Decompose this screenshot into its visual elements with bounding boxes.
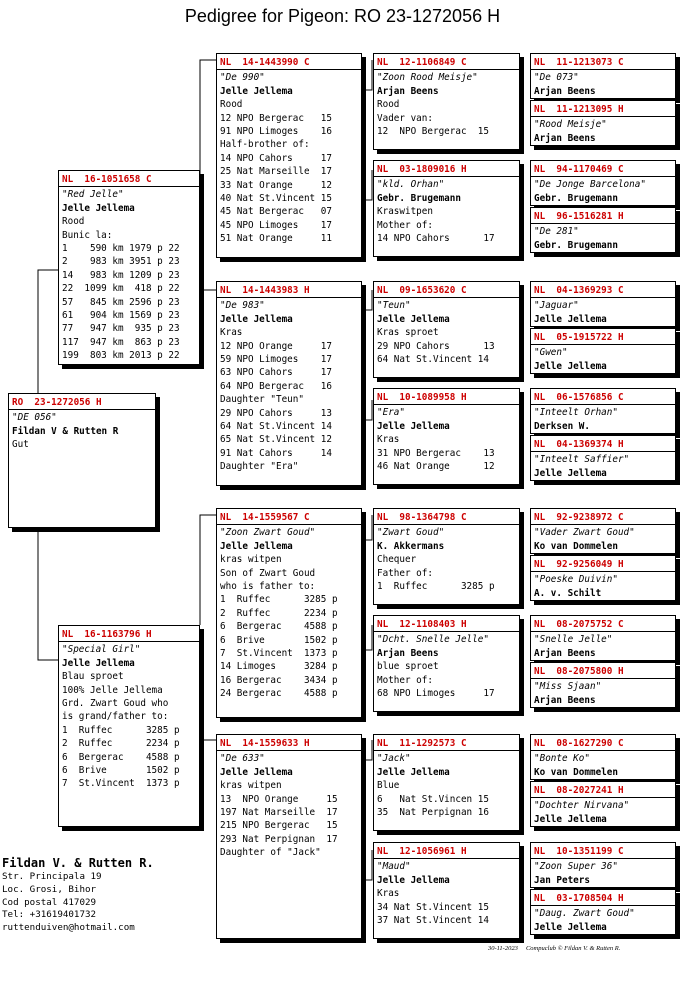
- pigeon-name: "Jack": [377, 753, 411, 765]
- owner-name: Jelle Jellema: [377, 874, 450, 886]
- owner-name: Arjan Beens: [377, 85, 439, 97]
- pigeon-name: "Rood Meisje": [534, 119, 607, 131]
- breeder-phone: Tel: +31619401732: [2, 909, 97, 921]
- pigeon-name: "Zoon Super 36": [534, 861, 618, 873]
- pigeon-name: "De 990": [220, 72, 265, 84]
- info-line: 14 983 km 1209 p 23: [62, 269, 180, 281]
- pedigree-card-ggg11: [530, 615, 676, 661]
- connector-subject-sire: [38, 270, 60, 393]
- pigeon-name: "Daug. Zwart Goud": [534, 908, 635, 920]
- ring-number: NL 96-1516281 H: [534, 211, 624, 222]
- info-line: Mother of:: [377, 219, 433, 231]
- pedigree-card-gg5: [373, 508, 520, 605]
- info-line: 2 983 km 3951 p 23: [62, 256, 180, 268]
- ring-number: NL 11-1213095 H: [534, 104, 624, 115]
- owner-name: A. v. Schilt: [534, 587, 602, 599]
- info-line: 6 Brive 1502 p: [220, 634, 338, 646]
- owner-name: Gebr. Brugemann: [534, 239, 618, 251]
- info-line: 45 NPO Limoges 17: [220, 219, 332, 231]
- pigeon-name: "DE 056": [12, 412, 57, 424]
- pigeon-name: "Zwart Goud": [377, 527, 445, 539]
- owner-name: Fildan V & Rutten R: [12, 425, 119, 437]
- owner-name: Jelle Jellema: [220, 766, 293, 778]
- info-line: 14 NPO Cahors 17: [377, 233, 495, 245]
- pedigree-card-ggg13: [530, 734, 676, 780]
- info-line: 7 St.Vincent 1373 p: [220, 648, 338, 660]
- ring-number: NL 04-1369374 H: [534, 439, 624, 450]
- pedigree-card-ggg4: [530, 207, 676, 253]
- owner-name: Jelle Jellema: [534, 813, 607, 825]
- info-line: 14 NPO Cahors 17: [220, 152, 332, 164]
- owner-name: Jelle Jellema: [534, 467, 607, 479]
- ring-number: NL 14-1443990 C: [220, 57, 310, 68]
- info-line: 29 NPO Cahors 13: [377, 340, 495, 352]
- info-line: Rood: [62, 216, 85, 228]
- info-line: 12 NPO Bergerac 15: [220, 112, 332, 124]
- info-line: 25 Nat Marseille 17: [220, 166, 332, 178]
- pigeon-name: "Vader Zwart Goud": [534, 527, 635, 539]
- pedigree-card-subject: [8, 393, 156, 528]
- info-line: 12 NPO Bergerac 15: [377, 126, 489, 138]
- ring-number: NL 14-1559567 C: [220, 512, 310, 523]
- pigeon-name: "De Jonge Barcelona": [534, 179, 646, 191]
- owner-name: Jelle Jellema: [377, 766, 450, 778]
- info-line: 68 NPO Limoges 17: [377, 688, 495, 700]
- ring-number: NL 14-1559633 H: [220, 738, 310, 749]
- pigeon-name: "Miss Sjaan": [534, 681, 602, 693]
- info-line: Kras: [377, 434, 400, 446]
- owner-name: Arjan Beens: [534, 132, 596, 144]
- pedigree-card-ggg12: [530, 662, 676, 708]
- owner-name: K. Akkermans: [377, 540, 445, 552]
- owner-name: Arjan Beens: [534, 694, 596, 706]
- info-line: Son of Zwart Goud: [220, 567, 316, 579]
- info-line: Daughter of "Jack": [220, 847, 321, 859]
- owner-name: Arjan Beens: [377, 647, 439, 659]
- info-line: Vader van:: [377, 112, 433, 124]
- info-line: 13 NPO Orange 15: [220, 793, 338, 805]
- ring-number: NL 11-1292573 C: [377, 738, 467, 749]
- ring-number: NL 98-1364798 C: [377, 512, 467, 523]
- info-line: 22 1099 km 418 p 22: [62, 283, 180, 295]
- info-line: 14 Limoges 3284 p: [220, 661, 338, 673]
- connector-sire-g2: [200, 290, 216, 360]
- info-line: Half-brother of:: [220, 139, 310, 151]
- breeder-street: Str. Principala 19: [2, 871, 102, 882]
- owner-name: Jelle Jellema: [62, 202, 135, 214]
- pedigree-card-ggg5: [530, 281, 676, 327]
- owner-name: Derksen W.: [534, 420, 590, 432]
- breeder-name: Fildan V. & Rutten R.: [2, 856, 154, 870]
- info-line: 61 904 km 1569 p 23: [62, 310, 180, 322]
- info-line: Grd. Zwart Goud who: [62, 698, 169, 710]
- pigeon-name: "De 633": [220, 753, 265, 765]
- pedigree-card-ggg9: [530, 508, 676, 554]
- info-line: kras witpen: [220, 554, 282, 566]
- breeder-email: ruttenduiven@hotmail.com: [2, 922, 135, 934]
- info-line: Kras: [220, 327, 243, 339]
- breeder-contact-block: [2, 855, 154, 935]
- ring-number: NL 12-1108403 H: [377, 619, 467, 630]
- ring-number: NL 05-1915722 H: [534, 332, 624, 343]
- ring-number: NL 12-1106849 C: [377, 57, 467, 68]
- pedigree-card-grandsire-paternal: [216, 53, 362, 258]
- ring-number: NL 11-1213073 C: [534, 57, 624, 68]
- pigeon-name: "Zoon Zwart Goud": [220, 527, 316, 539]
- info-line: 37 Nat St.Vincent 14: [377, 915, 489, 927]
- pedigree-card-ggg16: [530, 889, 676, 935]
- info-line: Blue: [377, 780, 400, 792]
- ring-number: NL 03-1809016 H: [377, 164, 467, 175]
- info-line: 293 Nat Perpignan 17: [220, 833, 338, 845]
- info-line: 64 Nat St.Vincent 14: [377, 354, 489, 366]
- ring-number: NL 92-9238972 C: [534, 512, 624, 523]
- connector-subject-dam: [38, 528, 60, 660]
- info-line: 57 845 km 2596 p 23: [62, 296, 180, 308]
- info-line: who is father to:: [220, 581, 316, 593]
- owner-name: Jelle Jellema: [534, 360, 607, 372]
- owner-name: Jelle Jellema: [534, 921, 607, 933]
- footer-credit: 30-11-2023 Compuclub © Fildan V. & Rutten R.: [488, 945, 621, 952]
- info-line: 6 Nat St.Vincen 15: [377, 793, 489, 805]
- info-line: Kras sproet: [377, 327, 439, 339]
- ring-number: NL 06-1576856 C: [534, 392, 624, 403]
- info-line: 40 Nat St.Vincent 15: [220, 193, 332, 205]
- ring-number: NL 08-1627290 C: [534, 738, 624, 749]
- info-line: blue sproet: [377, 661, 439, 673]
- info-line: 91 NPO Limoges 16: [220, 126, 332, 138]
- owner-name: Jelle Jellema: [377, 313, 450, 325]
- info-line: 1 590 km 1979 p 22: [62, 243, 180, 255]
- pigeon-name: "De 281": [534, 226, 579, 238]
- owner-name: Jan Peters: [534, 874, 590, 886]
- owner-name: Jelle Jellema: [220, 85, 293, 97]
- ring-number: NL 04-1369293 C: [534, 285, 624, 296]
- info-line: Kraswitpen: [377, 206, 433, 218]
- pedigree-card-ggg10: [530, 555, 676, 601]
- pedigree-card-dam: [58, 625, 200, 827]
- info-line: 1 Ruffec 3285 p: [62, 724, 180, 736]
- ring-number: NL 08-2075800 H: [534, 666, 624, 677]
- info-line: 45 Nat Bergerac 07: [220, 206, 332, 218]
- info-line: Rood: [220, 99, 243, 111]
- pedigree-card-granddam-paternal: [216, 281, 362, 486]
- ring-number: NL 03-1708504 H: [534, 893, 624, 904]
- owner-name: Gebr. Brugemann: [377, 192, 461, 204]
- info-line: 2 Ruffec 2234 p: [62, 738, 180, 750]
- pedigree-card-ggg1: [530, 53, 676, 99]
- pedigree-card-ggg2: [530, 100, 676, 146]
- pedigree-card-granddam-maternal: [216, 734, 362, 939]
- pigeon-name: "Era": [377, 407, 405, 419]
- pigeon-name: "De 073": [534, 72, 579, 84]
- info-line: Daughter "Teun": [220, 394, 304, 406]
- info-line: is grand/father to:: [62, 711, 169, 723]
- pedigree-card-ggg8: [530, 435, 676, 481]
- ring-number: NL 08-2075752 C: [534, 619, 624, 630]
- info-line: 65 Nat St.Vincent 12: [220, 434, 332, 446]
- ring-number: NL 08-2027241 H: [534, 785, 624, 796]
- info-line: 197 Nat Marseille 17: [220, 807, 338, 819]
- info-line: Gut: [12, 439, 29, 451]
- owner-name: Arjan Beens: [534, 647, 596, 659]
- pedigree-card-sire: [58, 170, 200, 365]
- owner-name: Jelle Jellema: [377, 420, 450, 432]
- info-line: 29 NPO Cahors 13: [220, 407, 332, 419]
- info-line: 6 Bergerac 4588 p: [220, 621, 338, 633]
- info-line: 6 Bergerac 4588 p: [62, 751, 180, 763]
- info-line: 46 Nat Orange 12: [377, 461, 495, 473]
- ring-number: NL 94-1170469 C: [534, 164, 624, 175]
- ring-number: NL 10-1351199 C: [534, 846, 624, 857]
- info-line: Father of:: [377, 567, 433, 579]
- pedigree-card-gg7: [373, 734, 520, 831]
- owner-name: Gebr. Brugemann: [534, 192, 618, 204]
- info-line: 64 NPO Bergerac 16: [220, 380, 332, 392]
- info-line: 33 Nat Orange 12: [220, 179, 332, 191]
- info-line: 59 NPO Limoges 17: [220, 354, 332, 366]
- owner-name: Jelle Jellema: [220, 313, 293, 325]
- info-line: Chequer: [377, 554, 417, 566]
- info-line: 16 Bergerac 3434 p: [220, 674, 338, 686]
- pedigree-card-gg3: [373, 281, 520, 378]
- pigeon-name: "Teun": [377, 300, 411, 312]
- ring-number: NL 92-9256049 H: [534, 559, 624, 570]
- pigeon-name: "Bonte Ko": [534, 753, 590, 765]
- pigeon-name: "Dcht. Snelle Jelle": [377, 634, 489, 646]
- pigeon-name: "Zoon Rood Meisje": [377, 72, 478, 84]
- info-line: 63 NPO Cahors 17: [220, 367, 332, 379]
- pedigree-card-gg4: [373, 388, 520, 485]
- pigeon-name: "Gwen": [534, 347, 568, 359]
- connector-dam-g3: [200, 515, 216, 625]
- info-line: 2 Ruffec 2234 p: [220, 607, 338, 619]
- breeder-locality: Loc. Grosi, Bihor: [2, 883, 97, 895]
- owner-name: Jelle Jellema: [62, 657, 135, 669]
- pedigree-card-ggg15: [530, 842, 676, 888]
- info-line: Rood: [377, 99, 400, 111]
- info-line: Mother of:: [377, 674, 433, 686]
- info-line: 199 803 km 2013 p 22: [62, 350, 180, 362]
- ring-number: NL 16-1051658 C: [62, 174, 152, 185]
- info-line: 31 NPO Bergerac 13: [377, 447, 495, 459]
- info-line: 24 Bergerac 4588 p: [220, 688, 338, 700]
- pedigree-card-ggg3: [530, 160, 676, 206]
- pedigree-card-ggg14: [530, 781, 676, 827]
- info-line: 91 Nat Cahors 14: [220, 447, 332, 459]
- owner-name: Arjan Beens: [534, 85, 596, 97]
- connector-sire-g1: [200, 60, 216, 177]
- pigeon-name: "Inteelt Saffier": [534, 454, 630, 466]
- owner-name: Ko van Dommelen: [534, 766, 618, 778]
- ring-number: RO 23-1272056 H: [12, 397, 102, 408]
- ring-number: NL 16-1163796 H: [62, 629, 152, 640]
- pigeon-name: "Red Jelle": [62, 189, 124, 201]
- pedigree-card-grandsire-maternal: [216, 508, 362, 718]
- pigeon-name: "Poeske Duivin": [534, 574, 618, 586]
- pigeon-name: "De 983": [220, 300, 265, 312]
- info-line: kras witpen: [220, 780, 282, 792]
- pigeon-name: "kld. Orhan": [377, 179, 445, 191]
- pigeon-name: "Inteelt Orhan": [534, 407, 618, 419]
- pedigree-card-gg2: [373, 160, 520, 257]
- ring-number: NL 10-1089958 H: [377, 392, 467, 403]
- ring-number: NL 14-1443983 H: [220, 285, 310, 296]
- pigeon-name: "Maud": [377, 861, 411, 873]
- owner-name: Jelle Jellema: [534, 313, 607, 325]
- pigeon-name: "Special Girl": [62, 644, 141, 656]
- pigeon-name: "Snelle Jelle": [534, 634, 613, 646]
- info-line: 51 Nat Orange 11: [220, 233, 332, 245]
- breeder-postal-code: Cod postal 417029: [2, 896, 97, 908]
- info-line: 34 Nat St.Vincent 15: [377, 901, 489, 913]
- pedigree-card-gg1: [373, 53, 520, 150]
- connector-dam-g4: [200, 740, 216, 825]
- pedigree-card-ggg6: [530, 328, 676, 374]
- info-line: 215 NPO Bergerac 15: [220, 820, 338, 832]
- info-line: 6 Brive 1502 p: [62, 765, 180, 777]
- pedigree-card-ggg7: [530, 388, 676, 434]
- info-line: 7 St.Vincent 1373 p: [62, 778, 180, 790]
- pedigree-card-gg6: [373, 615, 520, 712]
- owner-name: Jelle Jellema: [220, 540, 293, 552]
- info-line: 1 Ruffec 3285 p: [377, 581, 495, 593]
- pigeon-name: "Dochter Nirvana": [534, 800, 630, 812]
- owner-name: Ko van Dommelen: [534, 540, 618, 552]
- info-line: 12 NPO Orange 17: [220, 340, 332, 352]
- info-line: 1 Ruffec 3285 p: [220, 594, 338, 606]
- info-line: 100% Jelle Jellema: [62, 684, 163, 696]
- info-line: 77 947 km 935 p 23: [62, 323, 180, 335]
- info-line: Kras: [377, 888, 400, 900]
- info-line: 35 Nat Perpignan 16: [377, 807, 489, 819]
- info-line: 117 947 km 863 p 23: [62, 336, 180, 348]
- ring-number: NL 09-1653620 C: [377, 285, 467, 296]
- page-title: Pedigree for Pigeon: RO 23-1272056 H: [184, 6, 501, 26]
- pedigree-card-gg8: [373, 842, 520, 939]
- info-line: Daughter "Era": [220, 461, 299, 473]
- pigeon-name: "Jaguar": [534, 300, 579, 312]
- info-line: Blau sproet: [62, 671, 124, 683]
- info-line: Bunic la:: [62, 229, 113, 241]
- ring-number: NL 12-1056961 H: [377, 846, 467, 857]
- info-line: 64 Nat St.Vincent 14: [220, 421, 332, 433]
